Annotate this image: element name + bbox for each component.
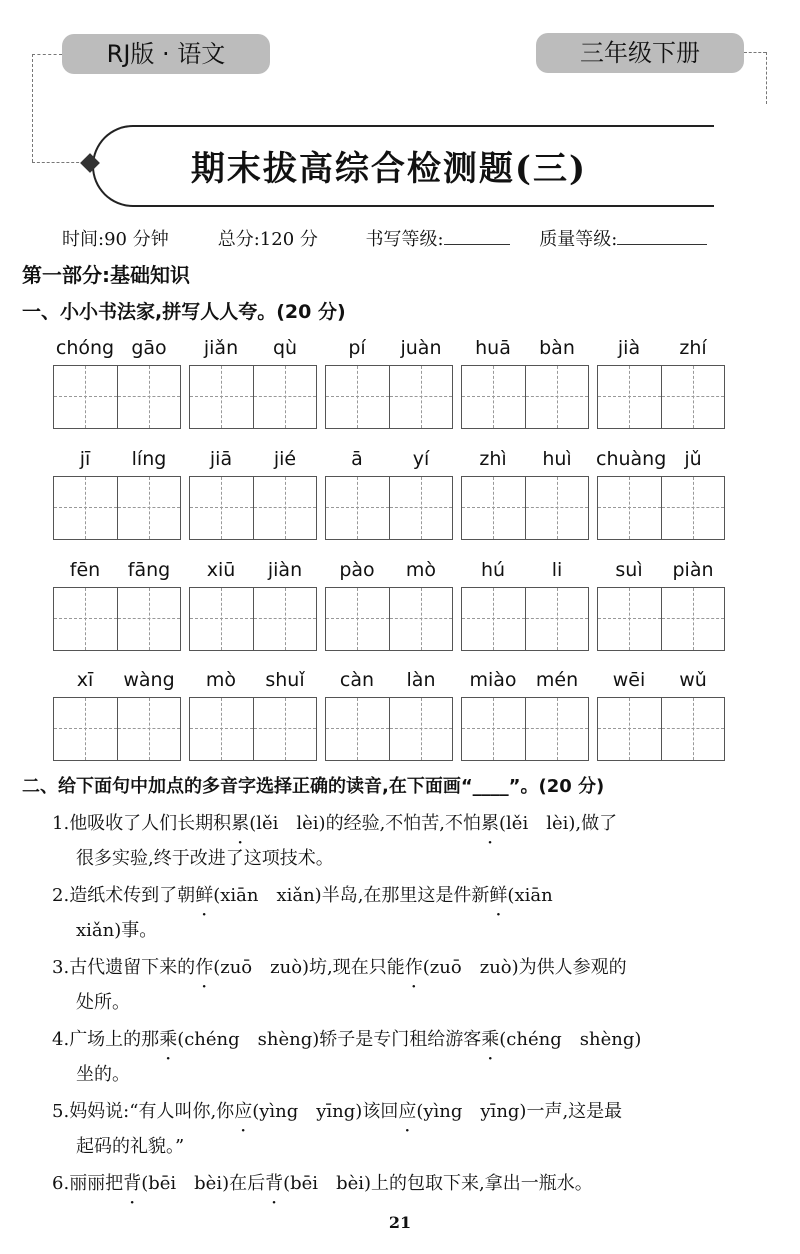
pinyin-label: chóng (55, 337, 115, 359)
writing-cell[interactable] (54, 588, 117, 650)
dotted-character[interactable]: 鲜 (195, 885, 214, 906)
pinyin-label: zhì (479, 448, 507, 470)
writing-grid[interactable] (189, 365, 317, 429)
pinyin-label: juàn (400, 337, 442, 359)
question-text: (bēi bèi)在后 (141, 1173, 266, 1194)
writing-grid[interactable] (325, 697, 453, 761)
question-text: 广场上的那 (69, 1029, 160, 1050)
question-continuation: 处所。 (76, 992, 130, 1013)
question-item (52, 1094, 782, 1164)
question-line (52, 878, 782, 913)
pinyin-label: chuàng (596, 448, 667, 470)
writing-cell[interactable] (462, 698, 525, 760)
pinyin-label: shuǐ (265, 669, 305, 691)
pinyin-label: mò (405, 559, 437, 581)
pinyin-label: jiǎn (203, 337, 239, 359)
question-item (52, 1022, 782, 1092)
pinyin-label: yí (412, 448, 430, 470)
pinyin-label: càn (339, 669, 375, 691)
dashed-line-left-top (32, 54, 62, 55)
writing-cell[interactable] (525, 477, 588, 539)
question-item (52, 806, 782, 876)
writing-cell[interactable] (117, 698, 180, 760)
page-title: 期末拔高综合检测题(三) (190, 149, 588, 189)
writing-grid[interactable] (461, 476, 589, 540)
question-number: 4. (52, 1029, 70, 1050)
writing-grid[interactable] (461, 697, 589, 761)
writing-cell[interactable] (389, 477, 452, 539)
writing-cell[interactable] (598, 477, 661, 539)
question-continuation: 坐的。 (76, 1064, 130, 1085)
question-continuation: xiǎn)事。 (76, 920, 158, 941)
pinyin-label: pào (339, 559, 375, 581)
question-number: 6. (52, 1173, 70, 1194)
pinyin-label: jié (273, 448, 297, 470)
writing-cell[interactable] (253, 366, 316, 428)
question-line (52, 1022, 782, 1057)
quality-grade-blank[interactable] (617, 244, 707, 245)
dotted-character[interactable]: 乘 (159, 1029, 178, 1050)
pinyin-label: làn (406, 669, 436, 691)
dotted-character[interactable]: 应 (234, 1101, 253, 1122)
time-label: 时间:90 分钟 (62, 229, 169, 250)
pinyin-label: jǔ (684, 448, 702, 470)
writing-cell[interactable] (661, 366, 724, 428)
writing-grid[interactable] (461, 365, 589, 429)
pinyin-label: jiā (209, 448, 233, 470)
question-text: (xiān xiǎn)半岛,在那里这是件新 (213, 885, 490, 906)
writing-cell[interactable] (598, 366, 661, 428)
quality-grade-label: 质量等级: (539, 229, 618, 250)
question-line (52, 950, 782, 985)
question-text: (chéng shèng) (499, 1029, 642, 1050)
pinyin-label: huā (475, 337, 511, 359)
writing-cell[interactable] (117, 366, 180, 428)
writing-cell[interactable] (598, 698, 661, 760)
writing-grid[interactable] (53, 587, 181, 651)
pinyin-label: bàn (539, 337, 575, 359)
question-item (52, 950, 782, 1020)
writing-cell[interactable] (462, 588, 525, 650)
pinyin-label: fēn (69, 559, 101, 581)
dotted-character[interactable]: 鲜 (489, 885, 508, 906)
pinyin-label: mò (205, 669, 237, 691)
dotted-character[interactable]: 累 (481, 813, 500, 834)
pinyin-label: jī (79, 448, 91, 470)
writing-grid[interactable] (597, 587, 725, 651)
pinyin-label: suì (615, 559, 643, 581)
question-line (52, 1094, 782, 1129)
dotted-character[interactable]: 乘 (481, 1029, 500, 1050)
writing-grid[interactable] (53, 476, 181, 540)
question-text: 古代遗留下来的 (69, 957, 196, 978)
question-number: 5. (52, 1101, 70, 1122)
writing-grid[interactable] (325, 587, 453, 651)
question-text: (lěi lèi)的经验,不怕苦,不怕 (249, 813, 482, 834)
question-line (52, 1166, 782, 1201)
page-number: 21 (388, 1213, 412, 1232)
writing-grid[interactable] (461, 587, 589, 651)
question-item (52, 1166, 782, 1201)
dotted-character[interactable]: 背 (123, 1173, 142, 1194)
writing-grid[interactable] (325, 365, 453, 429)
writing-cell[interactable] (190, 477, 253, 539)
question-text: 他吸收了人们长期积 (69, 813, 232, 834)
pinyin-label: qù (272, 337, 298, 359)
writing-grid[interactable] (189, 587, 317, 651)
writing-cell[interactable] (253, 698, 316, 760)
writing-cell[interactable] (326, 698, 389, 760)
writing-cell[interactable] (117, 477, 180, 539)
question-number: 1. (52, 813, 70, 834)
section1-title: 一、小小书法家,拼写人人夸。(20 分) (22, 301, 346, 323)
question-text: 妈妈说:“有人叫你,你 (69, 1101, 235, 1122)
dotted-character[interactable]: 作 (404, 957, 423, 978)
writing-cell[interactable] (253, 588, 316, 650)
question-item (52, 878, 782, 948)
writing-cell[interactable] (190, 698, 253, 760)
writing-grid[interactable] (597, 697, 725, 761)
question-text: (bēi bèi)上的包取下来,拿出一瓶水。 (283, 1173, 593, 1194)
writing-grade-label: 书写等级: (365, 229, 444, 250)
pinyin-label: xiū (206, 559, 236, 581)
writing-cell[interactable] (462, 477, 525, 539)
pinyin-label: jià (617, 337, 641, 359)
question-text: 造纸术传到了朝 (69, 885, 196, 906)
writing-cell[interactable] (525, 366, 588, 428)
dashed-line-right-vertical (766, 52, 767, 104)
writing-cell[interactable] (190, 588, 253, 650)
section2-title: 二、给下面句中加点的多音字选择正确的读音,在下面画“____”。(20 分) (22, 776, 605, 797)
pinyin-label: xī (76, 669, 94, 691)
writing-grid[interactable] (189, 476, 317, 540)
pinyin-label: pí (348, 337, 366, 359)
question-text: 丽丽把 (69, 1173, 124, 1194)
writing-grid[interactable] (189, 697, 317, 761)
writing-cell[interactable] (326, 366, 389, 428)
total-label: 总分:120 分 (217, 229, 318, 250)
question-text: (chéng shèng)轿子是专门租给游客 (177, 1029, 482, 1050)
question-number: 3. (52, 957, 70, 978)
pinyin-label: hú (480, 559, 506, 581)
writing-grid[interactable] (325, 476, 453, 540)
writing-cell[interactable] (389, 698, 452, 760)
question-line (52, 806, 782, 841)
writing-cell[interactable] (117, 588, 180, 650)
writing-cell[interactable] (598, 588, 661, 650)
pinyin-label: líng (131, 448, 167, 470)
pinyin-label: huì (542, 448, 572, 470)
pinyin-label: jiàn (267, 559, 303, 581)
pinyin-label: miào (469, 669, 517, 691)
writing-cell[interactable] (661, 698, 724, 760)
pinyin-label: zhí (679, 337, 707, 359)
question-text: (yìng yīng)该回 (252, 1101, 399, 1122)
question-text: (zuō zuò)坊,现在只能 (213, 957, 405, 978)
writing-cell[interactable] (326, 477, 389, 539)
dotted-character[interactable]: 应 (398, 1101, 417, 1122)
writing-cell[interactable] (525, 588, 588, 650)
question-text: (lěi lèi),做了 (499, 813, 618, 834)
title-box (92, 125, 714, 207)
writing-grade-blank[interactable] (444, 244, 510, 245)
pinyin-label: li (551, 559, 563, 581)
pinyin-label: wàng (123, 669, 175, 691)
pinyin-label: piàn (672, 559, 714, 581)
question-text: (yìng yīng)一声,这是最 (416, 1101, 623, 1122)
writing-cell[interactable] (253, 477, 316, 539)
writing-grid[interactable] (53, 697, 181, 761)
writing-cell[interactable] (54, 698, 117, 760)
grade-label: 三年级下册 (536, 33, 744, 73)
writing-cell[interactable] (661, 477, 724, 539)
writing-cell[interactable] (54, 366, 117, 428)
writing-cell[interactable] (389, 588, 452, 650)
pinyin-label: mén (535, 669, 579, 691)
writing-grid[interactable] (53, 365, 181, 429)
dashed-line-right-top (744, 52, 766, 53)
pinyin-label: gāo (131, 337, 167, 359)
question-continuation: 很多实验,终于改进了这项技术。 (76, 848, 334, 869)
dotted-character[interactable]: 作 (195, 957, 214, 978)
question-text: (xiān (507, 885, 553, 906)
writing-cell[interactable] (190, 366, 253, 428)
question-text: (zuō zuò)为供人参观的 (422, 957, 627, 978)
pinyin-label: wǔ (679, 669, 707, 691)
question-continuation: 起码的礼貌。” (76, 1136, 185, 1157)
edition-label: RJ版 · 语文 (62, 34, 270, 74)
dotted-character[interactable]: 背 (265, 1173, 284, 1194)
pinyin-label: fāng (127, 559, 171, 581)
writing-cell[interactable] (54, 477, 117, 539)
dashed-line-left-bottom (32, 162, 84, 163)
dotted-character[interactable]: 累 (231, 813, 250, 834)
writing-cell[interactable] (525, 698, 588, 760)
writing-cell[interactable] (661, 588, 724, 650)
writing-grid[interactable] (597, 365, 725, 429)
question-number: 2. (52, 885, 70, 906)
writing-cell[interactable] (389, 366, 452, 428)
part1-title: 第一部分:基础知识 (22, 263, 190, 287)
dashed-line-left-vertical (32, 54, 33, 162)
writing-cell[interactable] (326, 588, 389, 650)
pinyin-label: wēi (612, 669, 646, 691)
writing-grid[interactable] (597, 476, 725, 540)
writing-cell[interactable] (462, 366, 525, 428)
pinyin-label: ā (351, 448, 363, 470)
exam-meta (62, 225, 762, 251)
